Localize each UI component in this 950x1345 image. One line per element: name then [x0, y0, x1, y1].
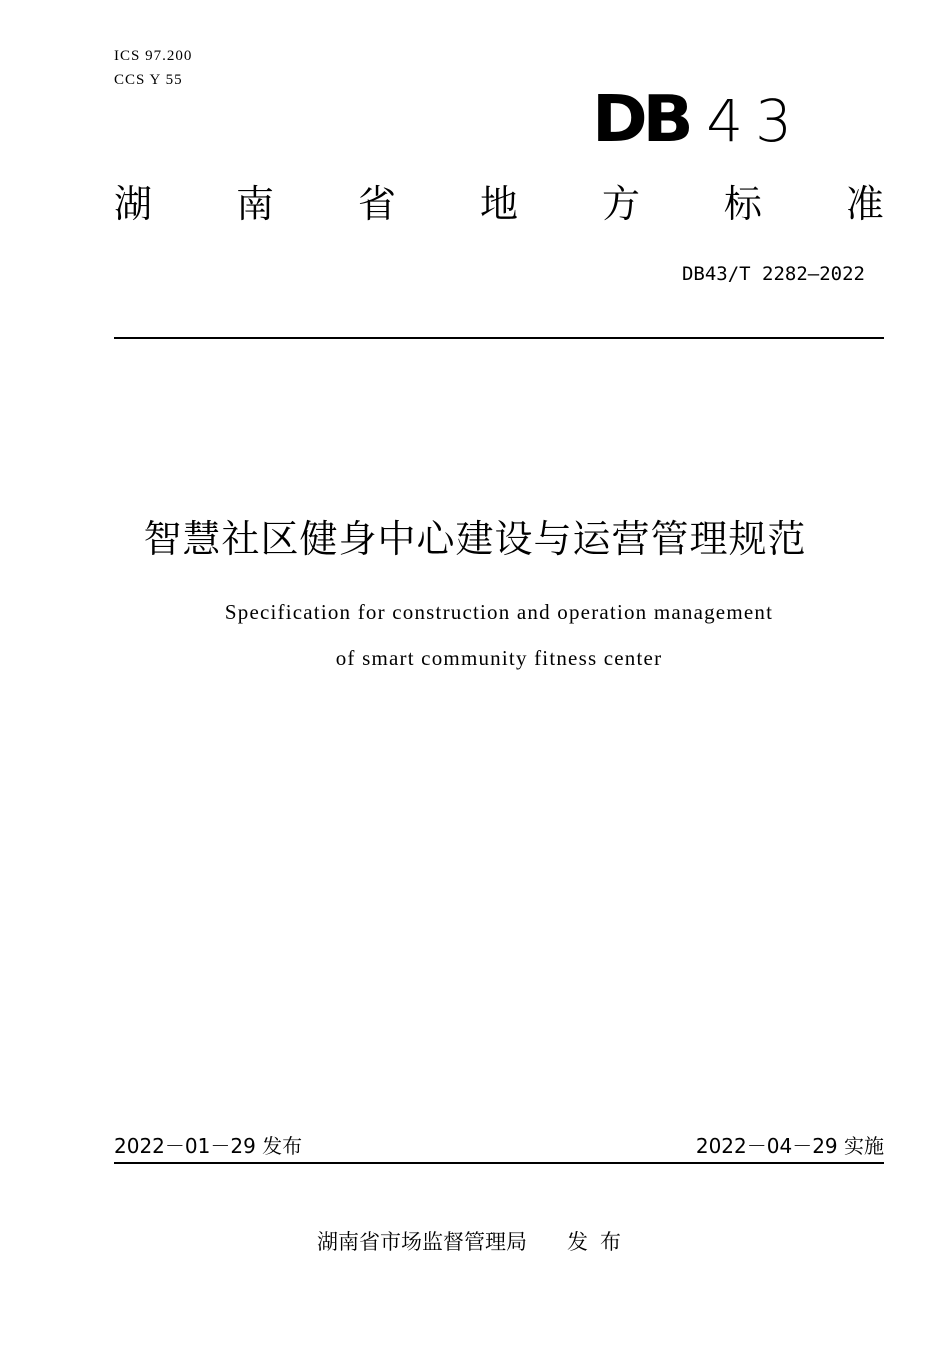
standard-type-char: 地 — [479, 182, 518, 226]
standard-type-char: 准 — [845, 182, 884, 226]
standard-type-char: 方 — [601, 182, 640, 226]
standard-number: DB43/T 2282—2022 — [681, 263, 865, 285]
classification-codes — [114, 44, 192, 92]
standard-type-char: 标 — [723, 182, 762, 226]
standard-type-char: 省 — [357, 182, 396, 226]
ics-code: ICS 97.200 — [114, 48, 193, 64]
top-divider — [114, 337, 884, 339]
document-title-english-line2: of smart community fitness center — [335, 646, 663, 670]
standard-type-heading — [114, 178, 884, 230]
issuer-line — [0, 1228, 950, 1256]
db-logo — [592, 83, 804, 157]
issuer-action: 发布 — [567, 1230, 633, 1254]
document-title-chinese: 智慧社区健身中心建设与运营管理规范 — [143, 517, 807, 561]
db-logo-number: 43 — [706, 87, 804, 155]
document-title-english-line1: Specification for construction and operation management — [224, 600, 774, 624]
bottom-divider — [114, 1162, 884, 1164]
ccs-code: CCS Y 55 — [114, 72, 183, 88]
implementation-date: 2022－04－29 实施 — [695, 1134, 884, 1158]
issuer-name: 湖南省市场监督管理局 — [317, 1230, 527, 1254]
standard-type-char: 湖 — [114, 182, 153, 226]
db-logo-mark: DB — [592, 83, 689, 157]
standard-type-char: 南 — [235, 182, 274, 226]
issue-date: 2022－01－29 发布 — [114, 1134, 303, 1158]
